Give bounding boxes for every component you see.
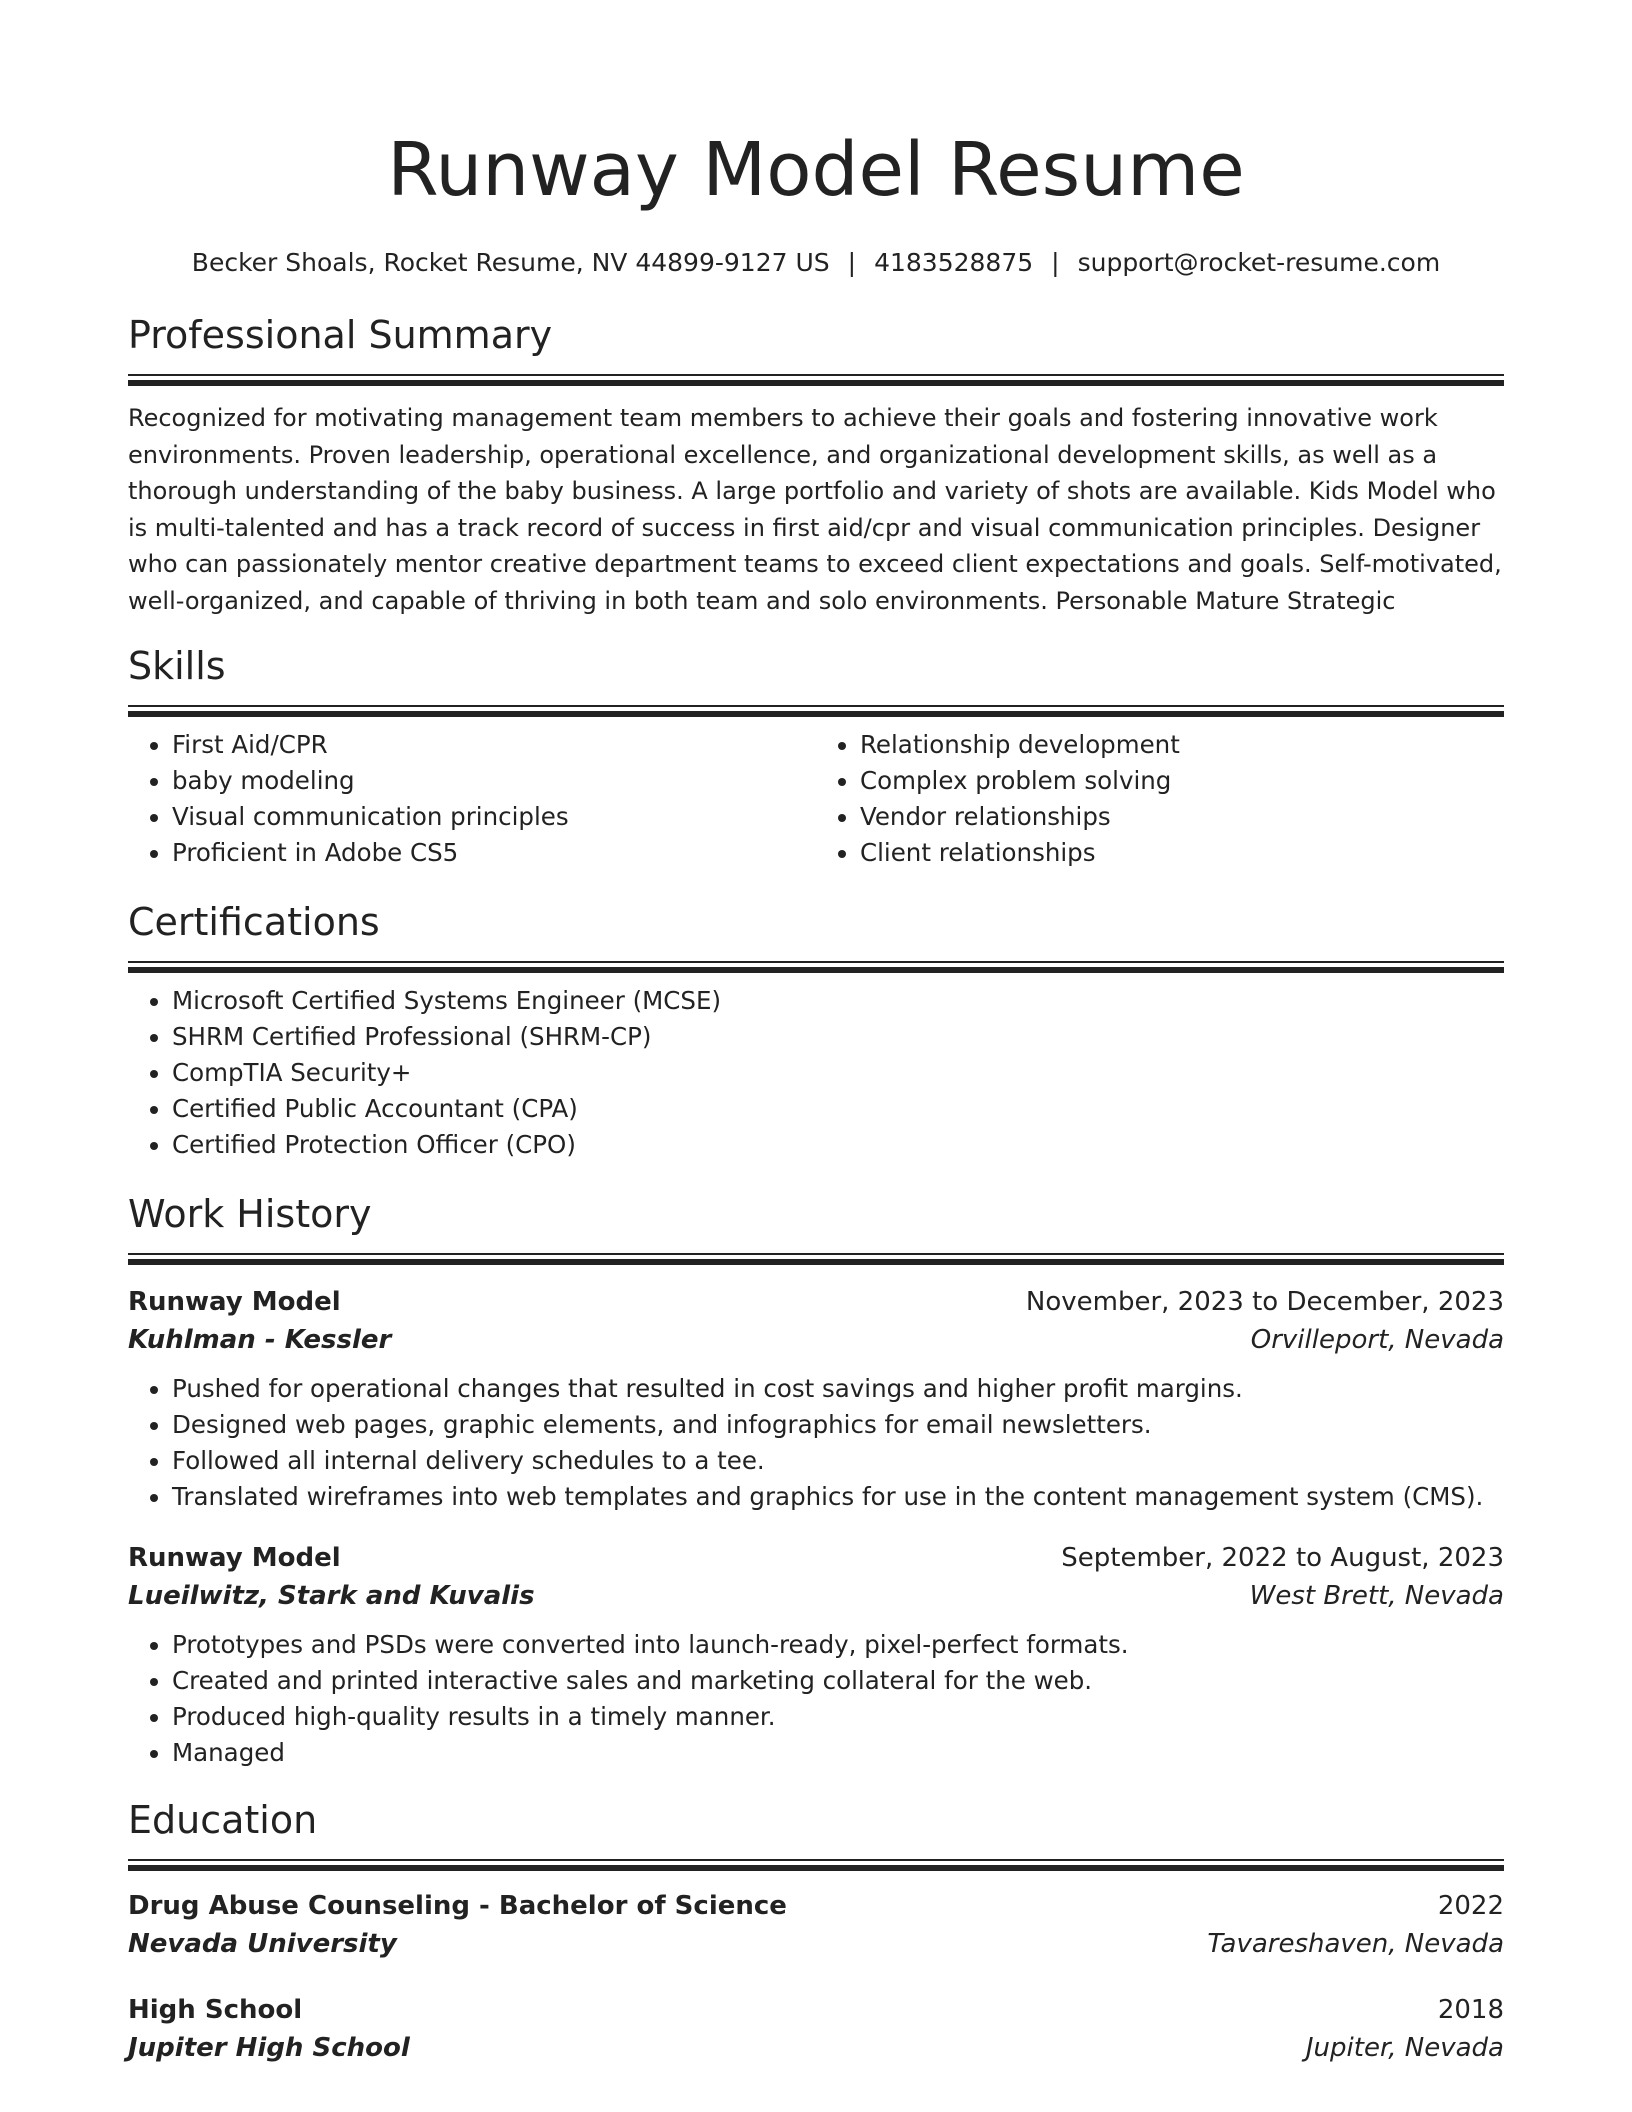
certification-item: • CompTIA Security+ — [172, 1055, 1504, 1091]
skills-column-right — [816, 717, 1504, 871]
section-divider — [128, 961, 1504, 973]
contact-separator: | — [1051, 248, 1060, 277]
education-location: Jupiter, Nevada — [1305, 2033, 1504, 2063]
job-bullet: • Pushed for operational changes that resulted in cost savings and higher profit margins. — [172, 1371, 1504, 1407]
education-degree: High School — [128, 1995, 303, 2025]
section-divider — [128, 374, 1504, 386]
job-entry — [128, 1539, 1504, 1771]
job-dates: November, 2023 to December, 2023 — [1025, 1287, 1504, 1317]
section-heading-summary: Professional Summary — [128, 313, 553, 357]
job-location: West Brett, Nevada — [1249, 1581, 1504, 1611]
job-location: Orvilleport, Nevada — [1250, 1325, 1504, 1355]
job-bullet: • Translated wireframes into web templates and graphics for use in the content management system (CMS). — [172, 1479, 1504, 1515]
section-summary — [128, 310, 1504, 619]
section-skills — [128, 641, 1504, 871]
job-bullet: • Prototypes and PSDs were converted into launch-ready, pixel-perfect formats. — [172, 1627, 1504, 1663]
skill-item: • First Aid/CPR — [172, 727, 816, 763]
section-education — [128, 1795, 1504, 2067]
section-heading-work-history: Work History — [128, 1192, 372, 1236]
job-title: Runway Model — [128, 1543, 341, 1573]
skills-columns — [128, 717, 1504, 871]
section-divider — [128, 705, 1504, 717]
job-bullet: • Designed web pages, graphic elements, and infographics for email newsletters. — [172, 1407, 1504, 1443]
education-entry — [128, 1991, 1504, 2067]
skill-item: • baby modeling — [172, 763, 816, 799]
job-entry — [128, 1283, 1504, 1515]
education-year: 2018 — [1437, 1995, 1504, 2025]
education-school: Nevada University — [128, 1929, 397, 1959]
skill-item: • Vendor relationships — [860, 799, 1504, 835]
job-bullet: • Produced high-quality results in a timely manner. — [172, 1699, 1504, 1735]
resume-title: Runway Model Resume — [387, 127, 1245, 213]
skill-item: • Visual communication principles — [172, 799, 816, 835]
job-bullet: • Created and printed interactive sales and marketing collateral for the web. — [172, 1663, 1504, 1699]
job-title: Runway Model — [128, 1287, 341, 1317]
job-bullet: • Managed — [172, 1735, 1504, 1771]
contact-line — [128, 246, 1504, 280]
contact-email: support@rocket-resume.com — [1077, 248, 1441, 277]
contact-address: Becker Shoals, Rocket Resume, NV 44899-9127 US — [191, 248, 830, 277]
job-company: Lueilwitz, Stark and Kuvalis — [128, 1581, 535, 1611]
job-dates: September, 2022 to August, 2023 — [1061, 1543, 1504, 1573]
skill-item: • Complex problem solving — [860, 763, 1504, 799]
job-bullet: • Followed all internal delivery schedules to a tee. — [172, 1443, 1504, 1479]
contact-phone: 4183528875 — [874, 248, 1034, 277]
summary-text: Recognized for motivating management team members to achieve their goals and fostering innovative work environments. Proven leadership, operational excellence, and organizational development skills, as well as a thorough understanding of the baby business. A large portfolio and variety of shots are available. Kids Model who is multi-talented and has a track record of success in first aid/cpr and visual communication principles. Designer who can passionately mentor creative department teams to exceed client expectations and goals. Self-motivated, well-organized, and capable of thriving in both team and solo environments. Personable Mature Strategic — [128, 404, 1502, 615]
skill-item: • Client relationships — [860, 835, 1504, 871]
job-company: Kuhlman - Kessler — [128, 1325, 392, 1355]
certification-item: • Microsoft Certified Systems Engineer (MCSE) — [172, 983, 1504, 1019]
section-divider — [128, 1859, 1504, 1871]
section-work-history — [128, 1189, 1504, 1771]
education-year: 2022 — [1437, 1891, 1504, 1921]
skill-item: • Relationship development — [860, 727, 1504, 763]
education-location: Tavareshaven, Nevada — [1207, 1929, 1504, 1959]
section-heading-skills: Skills — [128, 644, 226, 688]
education-school: Jupiter High School — [128, 2033, 410, 2063]
section-divider — [128, 1253, 1504, 1265]
certification-item: • Certified Protection Officer (CPO) — [172, 1127, 1504, 1163]
section-certifications — [128, 897, 1504, 1163]
contact-separator: | — [847, 248, 857, 277]
education-degree: Drug Abuse Counseling - Bachelor of Science — [128, 1891, 787, 1921]
section-heading-education: Education — [128, 1798, 318, 1842]
skills-column-left — [128, 717, 816, 871]
section-heading-certifications: Certifications — [128, 900, 380, 944]
certification-item: • SHRM Certified Professional (SHRM-CP) — [172, 1019, 1504, 1055]
skill-item: • Proficient in Adobe CS5 — [172, 835, 816, 871]
education-entry — [128, 1887, 1504, 1963]
certification-item: • Certified Public Accountant (CPA) — [172, 1091, 1504, 1127]
